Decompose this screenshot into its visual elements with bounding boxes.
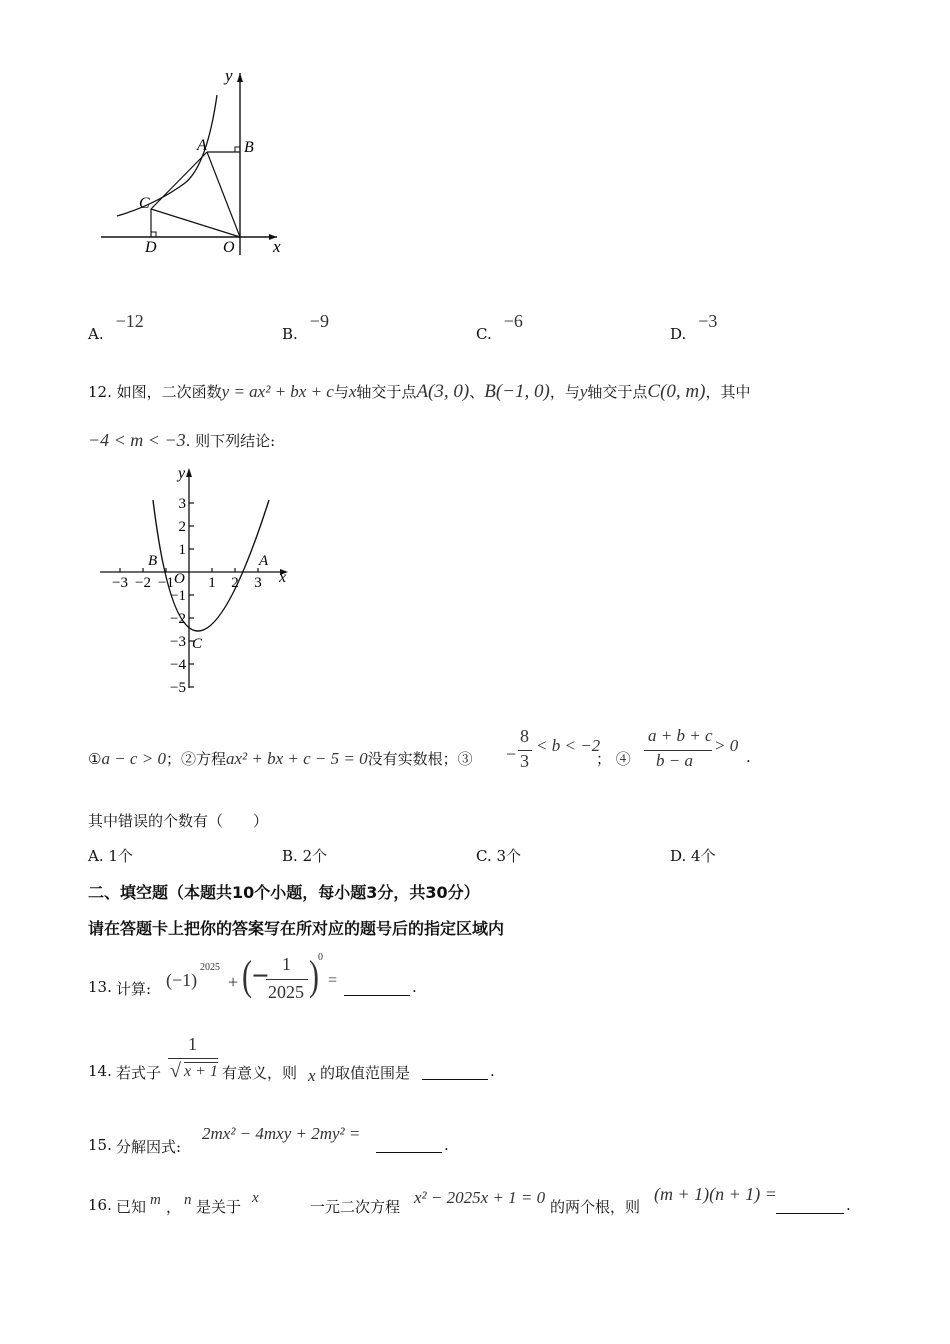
section-instruction: 请在答题卡上把你的答案写在所对应的题号后的指定区域内: [88, 919, 505, 938]
q11-option-c: C.−6: [476, 311, 523, 343]
label-x: x: [279, 569, 287, 586]
y-axis: [186, 468, 192, 688]
y-tick-label: 1: [178, 542, 186, 558]
q12-graph: [98, 462, 298, 692]
y-tick-label: −5: [170, 680, 186, 692]
q11-option-a: A.−12: [88, 311, 144, 343]
q12-option-b: B. 2个: [282, 847, 328, 865]
x-tick-label: 3: [254, 575, 262, 591]
y-tick-label: −2: [170, 611, 186, 627]
section-title: 二、填空题（本题共10个小题，每小题3分，共30分）: [88, 883, 480, 902]
q12-option-a: A. 1个: [88, 847, 133, 865]
label-B: B: [244, 139, 254, 156]
q11-option-b: B.−9: [282, 311, 329, 343]
label-B: B: [148, 553, 158, 569]
label-x: x: [273, 237, 281, 256]
x-tick-label: 1: [208, 575, 216, 591]
label-A: A: [197, 137, 207, 154]
label-y: y: [225, 66, 233, 85]
q12-stem-line2: −4 < m < −3. 则下列结论:: [88, 430, 276, 450]
label-O: O: [223, 239, 235, 256]
y-tick-label: 2: [178, 519, 186, 535]
q15: 15. 分解因式: 2mx² − 4mxy + 2my² = .: [88, 1124, 449, 1156]
label-C: C: [139, 195, 150, 212]
q11-figure: [95, 65, 295, 260]
x-tick-label: −3: [112, 575, 128, 591]
q12-option-c: C. 3个: [476, 847, 522, 865]
hyperbola-curve: [117, 95, 217, 216]
q12-question: 其中错误的个数有（ ）: [88, 812, 269, 830]
label-C: C: [192, 636, 203, 652]
q14: 14. 若式子 1 √ x + 1 有意义，则 x 的取值范围是 .: [88, 1034, 495, 1085]
label-O: O: [174, 571, 185, 587]
label-A: A: [259, 553, 269, 569]
label-D: D: [145, 239, 157, 256]
q11-option-d: D.−3: [670, 311, 718, 343]
y-tick-label: −1: [170, 588, 186, 604]
q16: 16. 已知 m ， n 是关于 x 一元二次方程 x² − 2025x + 1 = 0 的两个根，则 (m + 1)(n + 1) = .: [88, 1184, 851, 1216]
x-tick-label: 2: [231, 575, 239, 591]
q13: 13. 计算: (−1) 2025 + (− 1 2025 ) 0 = .: [88, 952, 417, 1002]
y-tick-label: 3: [178, 496, 186, 512]
q12-stem-line1: 12. 如图，二次函数y = ax² + bx + c与x轴交于点A(3, 0)、B(−1, 0)，与y轴交于点C(0, m)，其中: [88, 381, 751, 402]
q12-statements: ①a − c > 0；②方程ax² + bx + c − 5 = 0没有实数根；③: [88, 749, 473, 768]
q12-option-d: D. 4个: [670, 847, 716, 865]
x-tick-label: −2: [135, 575, 151, 591]
x-tick-label: −1: [158, 575, 174, 591]
y-tick-label: −4: [170, 657, 186, 673]
label-y: y: [178, 465, 186, 482]
y-tick-label: −3: [170, 634, 186, 650]
